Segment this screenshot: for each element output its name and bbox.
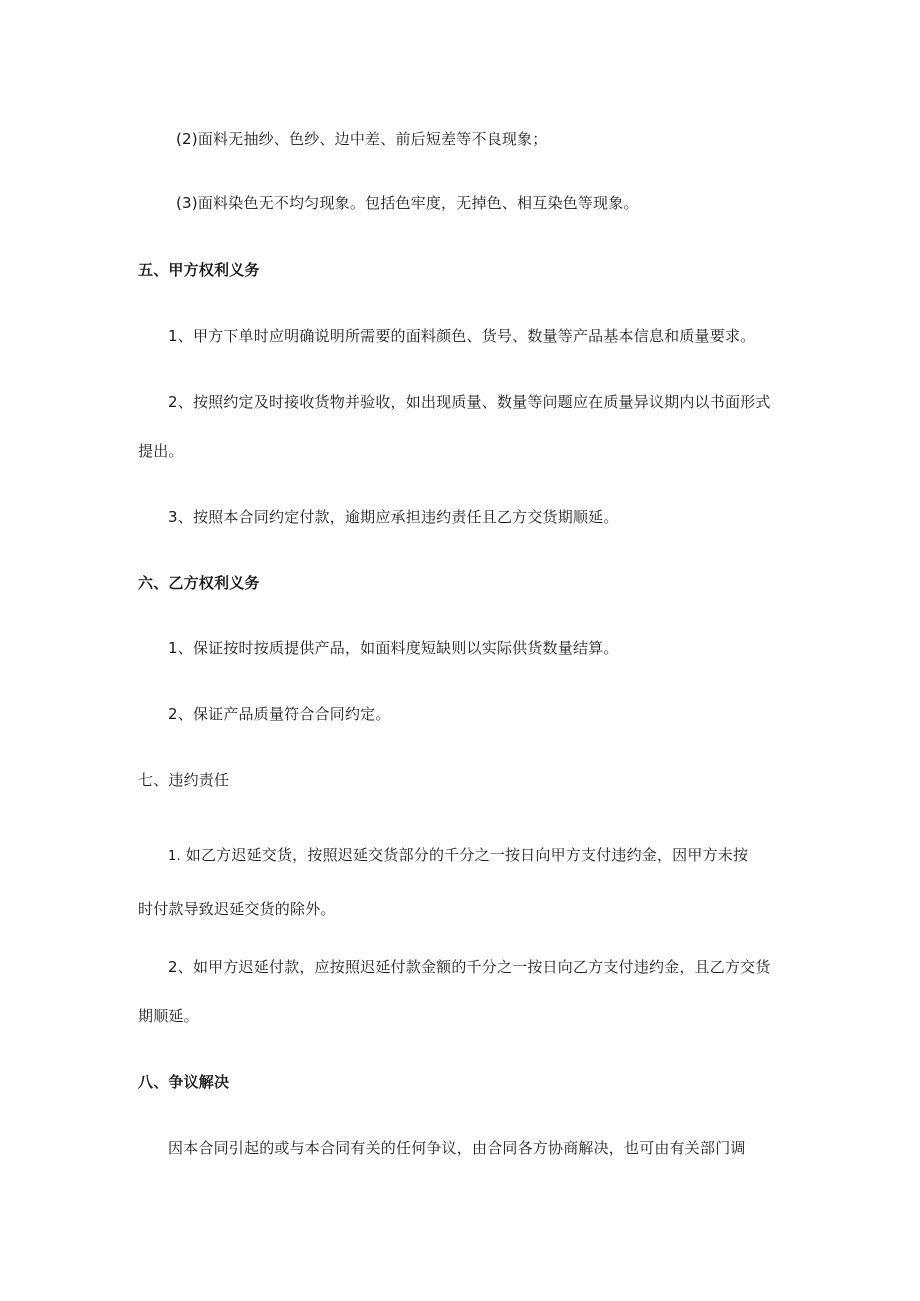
section-5-paragraph-2: 2、按照约定及时接收货物并验收，如出现质量、数量等问题应在质量异议期内以书面形式: [168, 393, 771, 411]
section-6-paragraph-1: 1、保证按时按质提供产品，如面料度短缺则以实际供货数量结算。: [168, 639, 619, 657]
section-7-paragraph-1-number: 1.: [168, 849, 181, 864]
quality-item-2: (2)面料无抽纱、色纱、边中差、前后短差等不良现象；: [176, 130, 548, 148]
section-7-paragraph-2-continuation: 期顺延。: [138, 1007, 199, 1025]
section-6-paragraph-2: 2、保证产品质量符合合同约定。: [168, 705, 391, 723]
quality-item-3: (3)面料染色无不均匀现象。包括色牢度，无掉色、相互染色等现象。: [176, 194, 639, 212]
section-7-paragraph-1-continuation: 时付款导致迟延交货的除外。: [138, 900, 336, 918]
section-7-heading: 七、违约责任: [138, 771, 230, 789]
section-7-paragraph-2: 2、如甲方迟延付款，应按照迟延付款金额的千分之一按日向乙方支付违约金，且乙方交货: [168, 958, 771, 976]
section-7-paragraph-1-text: 如乙方迟延交货，按照迟延交货部分的千分之一按日向甲方支付违约金，因甲方未按: [185, 846, 749, 864]
section-5-heading: 五、甲方权利义务: [138, 261, 260, 279]
section-7-paragraph-1: [168, 845, 748, 867]
section-5-paragraph-3: 3、按照本合同约定付款，逾期应承担违约责任且乙方交货期顺延。: [168, 508, 619, 526]
section-8-paragraph-1: 因本合同引起的或与本合同有关的任何争议，由合同各方协商解决，也可由有关部门调: [168, 1139, 746, 1157]
section-5-paragraph-2-continuation: 提出。: [138, 442, 184, 460]
section-8-heading: 八、争议解决: [138, 1073, 230, 1091]
section-6-heading: 六、乙方权利义务: [138, 574, 260, 592]
section-5-paragraph-1: 1、甲方下单时应明确说明所需要的面料颜色、货号、数量等产品基本信息和质量要求。: [168, 327, 756, 345]
